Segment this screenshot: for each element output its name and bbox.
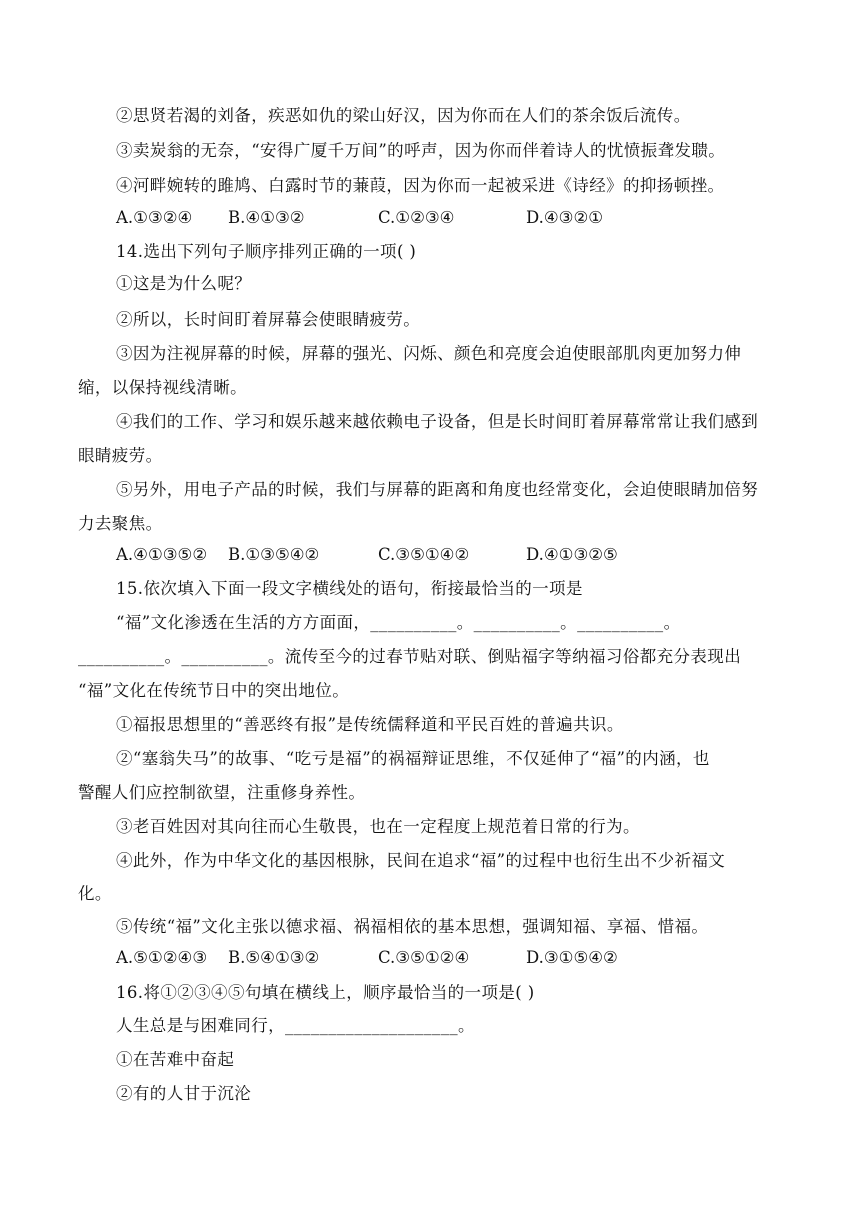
q16-sentence-2: ②有的人甘于沉沦 [116,1084,252,1103]
q14-sentence-5-line-2: 力去聚焦。 [78,514,163,533]
q15-sentence-2-line-2: 警醒人们应控制欲望，注重修身养性。 [78,783,366,802]
q15-passage-line-3: “福”文化在传统节日中的突出地位。 [78,681,350,700]
q13-option-a: A.①③②④ [116,208,193,227]
q16-sentence-1: ①在苦难中奋起 [116,1050,235,1069]
q16-passage: 人生总是与困难同行，____________________。 [116,1016,475,1035]
q13-sentence-3: ③卖炭翁的无奈，“安得广厦千万间”的呼声，因为你而伴着诗人的忧愤振聋发聩。 [116,141,726,160]
q14-sentence-3-line-2: 缩，以保持视线清晰。 [78,378,247,397]
q14-option-a: A.④①③⑤② [116,545,208,564]
q15-sentence-3: ③老百姓因对其向往而心生敬畏，也在一定程度上规范着日常的行为。 [116,817,640,836]
q15-stem: 15.依次填入下面一段文字横线处的语句，衔接最恰当的一项是 [116,579,583,598]
q15-option-a: A.⑤①②④③ [116,948,208,967]
q13-options [116,206,716,230]
q14-option-c: C.③⑤①④② [378,545,470,564]
q15-sentence-4-line-2: 化。 [78,884,112,903]
q15-option-d: D.③①⑤④② [526,948,618,967]
q14-options [116,543,716,567]
q16-stem: 16.将①②③④⑤句填在横线上，顺序最恰当的一项是( ) [116,983,535,1002]
q15-sentence-4-line-1: ④此外，作为中华文化的基因根脉，民间在追求“福”的过程中也衍生出不少祈福文 [116,851,726,870]
q14-sentence-4-line-1: ④我们的工作、学习和娱乐越来越依赖电子设备，但是长时间盯着屏幕常常让我们感到 [116,412,759,431]
q13-sentence-4: ④河畔婉转的雎鸠、白露时节的蒹葭，因为你而一起被采进《诗经》的抑扬顿挫。 [116,176,725,195]
q14-stem: 14.选出下列句子顺序排列正确的一项( ) [116,242,417,261]
q13-option-c: C.①②③④ [378,208,455,227]
q14-option-b: B.①③⑤④② [228,545,320,564]
q15-passage-line-1: “福”文化渗透在生活的方方面面，__________。__________。__________。 [116,613,681,632]
q14-sentence-2: ②所以，长时间盯着屏幕会使眼睛疲劳。 [116,310,421,329]
q13-option-b: B.④①③② [228,208,305,227]
q15-option-b: B.⑤④①③② [228,948,320,967]
q15-sentence-2-line-1: ②“塞翁失马”的故事、“吃亏是福”的祸福辩证思维，不仅延伸了“福”的内涵，也 [116,749,710,768]
q14-sentence-3-line-1: ③因为注视屏幕的时候，屏幕的强光、闪烁、颜色和亮度会迫使眼部肌肉更加努力伸 [116,344,742,363]
q15-sentence-5: ⑤传统“福”文化主张以德求福、祸福相依的基本思想，强调知福、享福、惜福。 [116,917,709,936]
q15-sentence-1: ①福报思想里的“善恶终有报”是传统儒释道和平民百姓的普遍共识。 [116,715,624,734]
q15-options [116,946,716,970]
q15-passage-line-2: __________。__________。流传至今的过春节贴对联、倒贴福字等纳福习俗都充分表现出 [78,647,742,666]
q15-option-c: C.③⑤①②④ [378,948,470,967]
q14-sentence-4-line-2: 眼睛疲劳。 [78,446,163,465]
q13-sentence-2: ②思贤若渴的刘备，疾恶如仇的梁山好汉，因为你而在人们的茶余饭后流传。 [116,106,691,125]
q13-option-d: D.④③②① [526,208,604,227]
q14-sentence-5-line-1: ⑤另外，用电子产品的时候，我们与屏幕的距离和角度也经常变化，会迫使眼睛加倍努 [116,480,759,499]
q14-option-d: D.④①③②⑤ [526,545,618,564]
q14-sentence-1: ①这是为什么呢？ [116,274,252,293]
